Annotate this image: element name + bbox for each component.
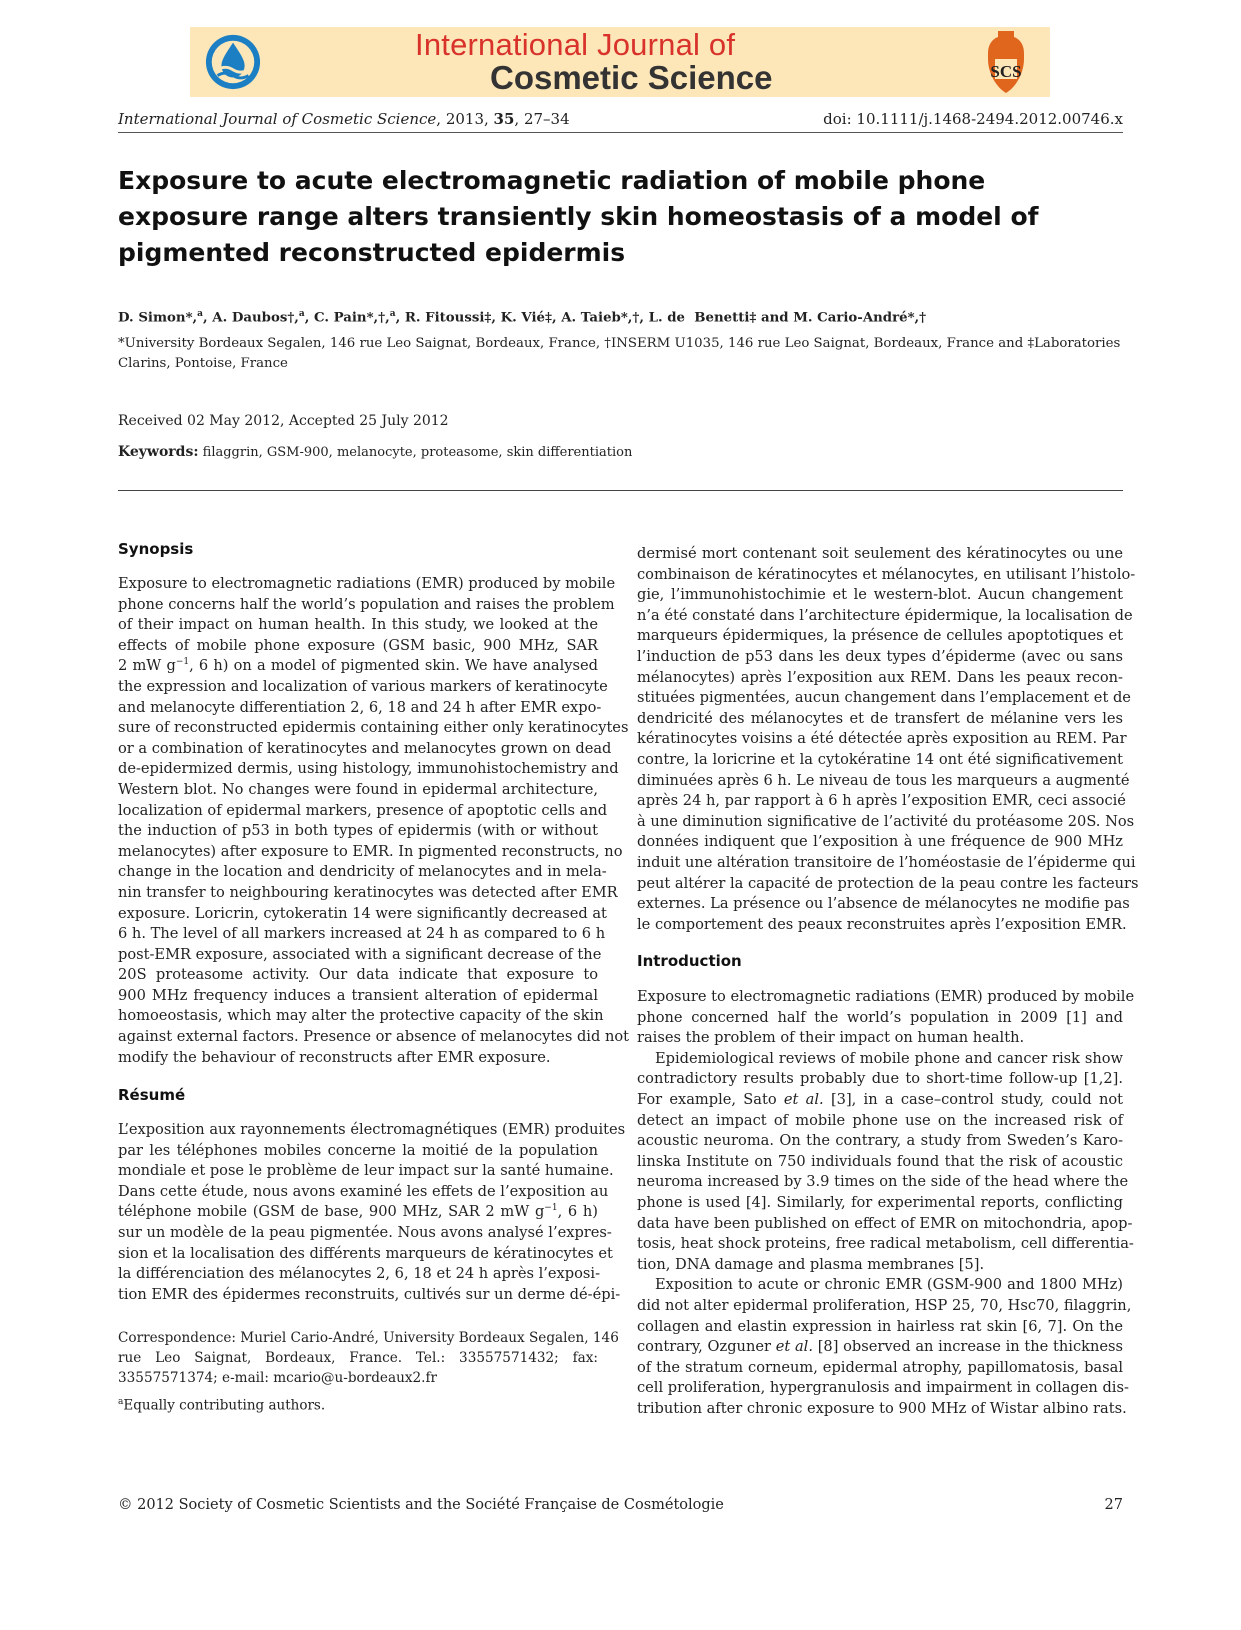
text-line: tribution after chronic exposure to 900 MHz of Wistar albino rats. xyxy=(637,1399,1127,1417)
text-line: of the stratum corneum, epidermal atrophy, papillomatosis, basal xyxy=(637,1358,1123,1376)
introduction-heading: Introduction xyxy=(637,952,742,970)
text-line: Exposition to acute or chronic EMR (GSM-900 and 1800 MHz) xyxy=(655,1276,1123,1294)
resume-line: mélanocytes) après l’exposition aux REM. Dans les peaux recon- xyxy=(637,668,1123,686)
synopsis-line: the induction of p53 in both types of epidermis (with or without xyxy=(118,822,598,840)
resume-line: combinaison de kératinocytes et mélanocytes, en utilisant l’histolo- xyxy=(637,565,1136,583)
resume-line: dermisé mort contenant soit seulement des kératinocytes ou une xyxy=(637,545,1123,562)
text-line: detect an impact of mobile phone use on the increased risk of xyxy=(637,1111,1123,1129)
equal-contribution-note: $^a$Equally contributing authors. xyxy=(118,1397,326,1414)
text-line: acoustic neuroma. On the contrary, a study from Sweden’s Karo- xyxy=(637,1132,1123,1150)
text-line: linska Institute on 750 individuals found that the risk of acoustic xyxy=(637,1152,1123,1170)
resume-line: Dans cette étude, nous avons examiné les effets de l’exposition au xyxy=(118,1182,609,1200)
resume-line: stituées pigmentées, aucun changement dans l’emplacement et de xyxy=(637,689,1131,707)
resume-line: données indiquent que l’exposition à une fréquence de 900 MHz xyxy=(637,833,1123,851)
synopsis-line: modify the behaviour of reconstructs after EMR exposure. xyxy=(118,1048,551,1066)
synopsis-heading: Synopsis xyxy=(118,540,194,558)
resume-line: tion EMR des épidermes reconstruits, cultivés sur un derme dé-épi- xyxy=(118,1285,621,1303)
article-title: Exposure to acute electromagnetic radiation of mobile phone exposure range alters transiently skin homeostasis of a model of pigmented reconstructed epidermis xyxy=(118,166,1039,267)
journal-name: International Journal of Cosmetic Science xyxy=(118,110,437,128)
synopsis-line: Exposure to electromagnetic radiations (EMR) produced by mobile xyxy=(118,575,616,592)
journal-banner xyxy=(190,27,1050,97)
text-line: Epidemiological reviews of mobile phone and cancer risk show xyxy=(655,1049,1123,1067)
resume-line: diminuées après 6 h. Le niveau de tous les marqueurs a augmenté xyxy=(637,771,1130,789)
resume-line: induit une altération transitoire de l’homéostasie de l’épiderme qui xyxy=(637,853,1136,871)
journal-logo-icon xyxy=(204,33,262,91)
keywords xyxy=(118,444,632,460)
text-line: neuroma increased by 3.9 times on the side of the head where the xyxy=(637,1173,1129,1191)
resume-line: kératinocytes voisins a été détectée après exposition au REM. Par xyxy=(637,730,1127,748)
resume-line: téléphone mobile (GSM de base, 900 MHz, SAR 2 mW $g^{-1}$, 6 h) xyxy=(118,1203,598,1221)
text-line: cell proliferation, hypergranulosis and impairment in collagen dis- xyxy=(637,1379,1129,1397)
text-line: did not alter epidermal proliferation, HSP 25, 70, Hsc70, filaggrin, xyxy=(637,1296,1132,1314)
citation-pages: , 27–34 xyxy=(514,110,570,128)
synopsis-line: localization of epidermal markers, presence of apoptotic cells and xyxy=(118,801,608,819)
text-line: contradictory results probably due to short-time follow-up [1,2]. xyxy=(637,1070,1123,1088)
introduction-body xyxy=(637,987,1135,1419)
resume-line: gie, l’immunohistochimie et le western-blot. Aucun changement xyxy=(637,586,1123,604)
synopsis-line: phone concerns half the world’s population and raises the problem xyxy=(118,595,615,613)
text-line: phone concerned half the world’s population in 2009 [1] and xyxy=(637,1008,1123,1026)
citation-volume: 35 xyxy=(493,110,515,128)
synopsis-line: 6 h. The level of all markers increased at 24 h as compared to 6 h xyxy=(118,925,606,943)
resume-line: n’a été constaté dans l’architecture épidermique, la localisation de xyxy=(637,606,1133,624)
resume-line: sion et la localisation des différents marqueurs de kératinocytes et xyxy=(118,1244,613,1262)
synopsis-line: Western blot. No changes were found in epidermal architecture, xyxy=(118,780,598,798)
banner-title-line2: Cosmetic Science xyxy=(490,59,773,96)
text-line: collagen and elastin expression in hairless rat skin [6, 7]. On the xyxy=(637,1317,1123,1335)
resume-line: l’induction de p53 dans les deux types d’épiderme (avec ou sans xyxy=(637,647,1123,665)
correspondence-line: 33557571374; e-mail: mcario@u-bordeaux2.fr xyxy=(118,1370,438,1386)
text-line: data have been published on effect of EMR on mitochondria, apop- xyxy=(637,1214,1133,1232)
resume-heading: Résumé xyxy=(118,1086,186,1104)
received-accepted-dates: Received 02 May 2012, Accepted 25 July 2012 xyxy=(118,413,449,429)
synopsis-line: effects of mobile phone exposure (GSM basic, 900 MHz, SAR xyxy=(118,636,598,654)
resume-body xyxy=(118,1120,626,1305)
synopsis-line: or a combination of keratinocytes and melanocytes grown on dead xyxy=(118,739,612,757)
resume-line: sur un modèle de la peau pigmentée. Nous avons analysé l’expres- xyxy=(118,1223,612,1241)
paragraph xyxy=(637,1049,1134,1276)
paragraph xyxy=(637,987,1135,1049)
synopsis-line: homoeostasis, which may alter the protective capacity of the skin xyxy=(118,1007,604,1025)
synopsis-line: 2 mW $g^{-1}$, 6 h) on a model of pigmented skin. We have analysed xyxy=(118,657,598,675)
synopsis-line: post-EMR exposure, associated with a significant decrease of the xyxy=(118,945,602,963)
resume-continued xyxy=(637,544,1139,935)
correspondence-line: rue Leo Saignat, Bordeaux, France. Tel.: 33557571432; fax: xyxy=(118,1350,598,1366)
text-line: phone is used [4]. Similarly, for experimental reports, conflicting xyxy=(637,1193,1123,1211)
synopsis-line: 20S proteasome activity. Our data indicate that exposure to xyxy=(118,966,598,984)
resume-line: après 24 h, par rapport à 6 h après l’exposition EMR, ceci associé xyxy=(637,792,1126,810)
scs-logo-text: SCS xyxy=(990,62,1022,81)
synopsis-line: exposure. Loricrin, cytokeratin 14 were significantly decreased at xyxy=(118,904,607,922)
resume-line: externes. La présence ou l’absence de mélanocytes ne modifie pas xyxy=(637,895,1130,913)
page-number: 27 xyxy=(1104,1497,1123,1513)
running-citation xyxy=(118,110,570,128)
paragraph xyxy=(637,1275,1132,1419)
synopsis-line: nin transfer to neighbouring keratinocytes was detected after EMR xyxy=(118,883,618,901)
text-line: Exposure to electromagnetic radiations (EMR) produced by mobile xyxy=(637,988,1135,1005)
resume-line: la différenciation des mélanocytes 2, 6, 18 et 24 h après l’exposi- xyxy=(118,1265,601,1283)
synopsis-line: change in the location and dendricity of melanocytes and in mela- xyxy=(118,863,607,881)
keywords-value: filaggrin, GSM-900, melanocyte, proteasome, skin differentiation xyxy=(198,445,633,460)
synopsis-line: against external factors. Presence or absence of melanocytes did not xyxy=(118,1028,629,1046)
author-list: D. Simon*,$^a$, A. Daubos†,$^a$, C. Pain*,†,$^a$, R. Fitoussi‡, K. Vié‡, A. Taieb*,†, L. de Benetti‡ and M. Cario-André*,† xyxy=(118,309,927,326)
correspondence-line: Correspondence: Muriel Cario-André, University Bordeaux Segalen, 146 xyxy=(118,1330,619,1346)
resume-line: marqueurs épidermiques, la présence de cellules apoptotiques et xyxy=(637,627,1123,645)
resume-line: par les téléphones mobiles concerne la moitié de la population xyxy=(118,1141,598,1159)
synopsis-line: 900 MHz frequency induces a transient alteration of epidermal xyxy=(118,986,598,1004)
text-line: For example, Sato et al. [3], in a case–control study, could not xyxy=(637,1090,1124,1108)
text-line: contrary, Ozguner et al. [8] observed an increase in the thickness xyxy=(637,1338,1123,1356)
correspondence-note xyxy=(118,1328,619,1388)
resume-line: contre, la loricrine et la cytokératine 14 ont été significativement xyxy=(637,750,1123,768)
citation-year: , 2013, xyxy=(436,110,494,128)
keywords-label: Keywords: xyxy=(118,444,199,460)
section-divider xyxy=(118,490,1123,491)
synopsis-line: melanocytes) after exposure to EMR. In pigmented reconstructs, no xyxy=(118,842,623,860)
text-line: raises the problem of their impact on human health. xyxy=(637,1029,1025,1047)
scs-logo xyxy=(980,29,1032,95)
doi[interactable]: doi: 10.1111/j.1468-2494.2012.00746.x xyxy=(823,110,1123,128)
synopsis-line: of their impact on human health. In this study, we looked at the xyxy=(118,616,598,634)
resume-line: à une diminution significative de l’activité du protéasome 20S. Nos xyxy=(637,812,1135,830)
resume-line: dendricité des mélanocytes et de transfert de mélanine vers les xyxy=(637,709,1123,727)
text-line: tosis, heat shock proteins, free radical metabolism, cell differentia- xyxy=(637,1235,1134,1253)
header-divider xyxy=(118,132,1123,133)
synopsis-line: the expression and localization of various markers of keratinocyte xyxy=(118,677,608,695)
resume-line: le comportement des peaux reconstruites après l’exposition EMR. xyxy=(637,915,1127,933)
text-line: tion, DNA damage and plasma membranes [5]. xyxy=(637,1255,985,1273)
banner-title-line1: International Journal of xyxy=(415,27,736,62)
affiliations: *University Bordeaux Segalen, 146 rue Leo Saignat, Bordeaux, France, †INSERM U1035, 146 rue Leo Saignat, Bordeaux, France and ‡Laboratories Clarins, Pontoise, France xyxy=(118,336,1121,371)
synopsis-line: and melanocyte differentiation 2, 6, 18 and 24 h after EMR expo- xyxy=(118,698,602,716)
synopsis-line: de-epidermized dermis, using histology, immunohistochemistry and xyxy=(118,760,619,778)
copyright-notice: © 2012 Society of Cosmetic Scientists and the Société Française de Cosmétologie xyxy=(118,1497,724,1513)
resume-line: L’exposition aux rayonnements électromagnétiques (EMR) produites xyxy=(118,1121,626,1138)
resume-line: peut altérer la capacité de protection de la peau contre les facteurs xyxy=(637,874,1139,892)
resume-line: mondiale et pose le problème de leur impact sur la santé humaine. xyxy=(118,1162,614,1180)
synopsis-body xyxy=(118,574,629,1068)
equal-contribution-text: Equally contributing authors. xyxy=(123,1397,326,1414)
synopsis-line: sure of reconstructed epidermis containing either only keratinocytes xyxy=(118,719,629,737)
